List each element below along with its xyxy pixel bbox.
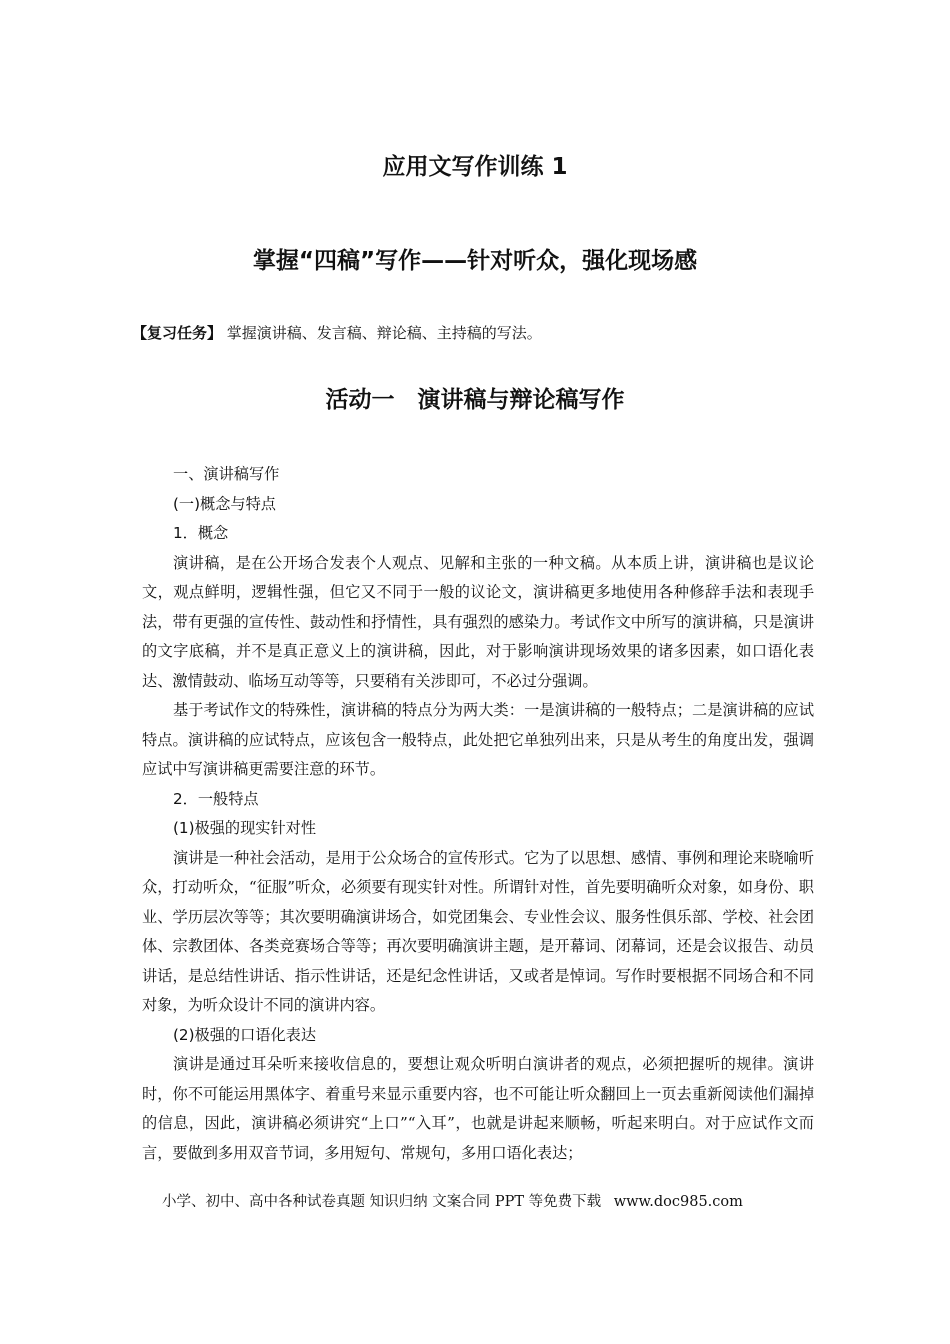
heading-general-features: 2．一般特点 <box>173 789 259 808</box>
review-task <box>132 322 542 343</box>
paragraph-colloquial: 演讲是通过耳朵听来接收信息的，要想让观众听明白演讲者的观点，必须把握听的规律。演讲时，你不可能运用黑体字、着重号来显示重要内容，也不可能让听众翻回上一页去重新阅读他们漏掉的信息，因此，演讲稿必须讲究“上口”“入耳”，也就是讲起来顺畅，听起来明白。对于应试作文而言，要做到多用双音节词，多用短句、常规句，多用口语化表达； <box>142 1055 814 1162</box>
document-body <box>142 460 814 1168</box>
heading-relevance: (1)极强的现实针对性 <box>173 819 317 837</box>
heading-concept: 1．概念 <box>173 524 229 542</box>
paragraph-features-intro: 基于考试作文的特殊性，演讲稿的特点分为两大类：一是演讲稿的一般特点；二是演讲稿的应试特点。演讲稿的应试特点，应该包含一般特点，此处把它单独列出来，只是从考生的角度出发，强调应试中写演讲稿更需要注意的环节。 <box>142 701 814 778</box>
page-footer <box>162 1190 751 1211</box>
document-title: 应用文写作训练 1 <box>382 154 568 180</box>
heading-concept-features: (一)概念与特点 <box>173 494 276 513</box>
paragraph-concept: 演讲稿，是在公开场合发表个人观点、见解和主张的一种文稿。从本质上讲，演讲稿也是议论文，观点鲜明，逻辑性强，但它又不同于一般的议论文，演讲稿更多地使用各种修辞手法和表现手法，带有更强的宣传性、鼓动性和抒情性，具有强烈的感染力。考试作文中所写的演讲稿，只是演讲的文字底稿，并不是真正意义上的演讲稿，因此，对于影响演讲现场效果的诸多因素，如口语化表达、激情鼓动、临场互动等等，只要稍有关涉即可，不必过分强调。 <box>142 553 814 690</box>
review-task-text: 掌握演讲稿、发言稿、辩论稿、主持稿的写法。 <box>226 324 542 342</box>
heading-speech-writing: 一、演讲稿写作 <box>173 465 280 483</box>
paragraph-relevance: 演讲是一种社会活动，是用于公众场合的宣传形式。它为了以思想、感情、事例和理论来晓喻听众，打动听众，“征服”听众，必须要有现实针对性。所谓针对性，首先要明确听众对象，如身份、职业、学历层次等等；其次要明确演讲场合，如党团集会、专业性会议、服务性俱乐部、学校、社会团体、宗教团体、各类竞赛场合等等；再次要明确演讲主题，是开幕词、闭幕词，还是会议报告、动员讲话，是总结性讲话、指示性讲话，还是纪念性讲话，又或者是悼词。写作时要根据不同场合和不同对象，为听众设计不同的演讲内容。 <box>142 848 814 1014</box>
document-subtitle: 掌握“四稿”写作——针对听众，强化现场感 <box>252 248 698 274</box>
footer-text: 小学、初中、高中各种试卷真题 知识归纳 文案合同 PPT 等免费下载 <box>162 1194 602 1210</box>
section-heading: 活动一 演讲稿与辩论稿写作 <box>325 387 625 413</box>
heading-colloquial: (2)极强的口语化表达 <box>173 1025 317 1044</box>
review-task-label: 【复习任务】 <box>132 324 223 342</box>
footer-url[interactable]: www.doc985.com <box>613 1194 743 1210</box>
